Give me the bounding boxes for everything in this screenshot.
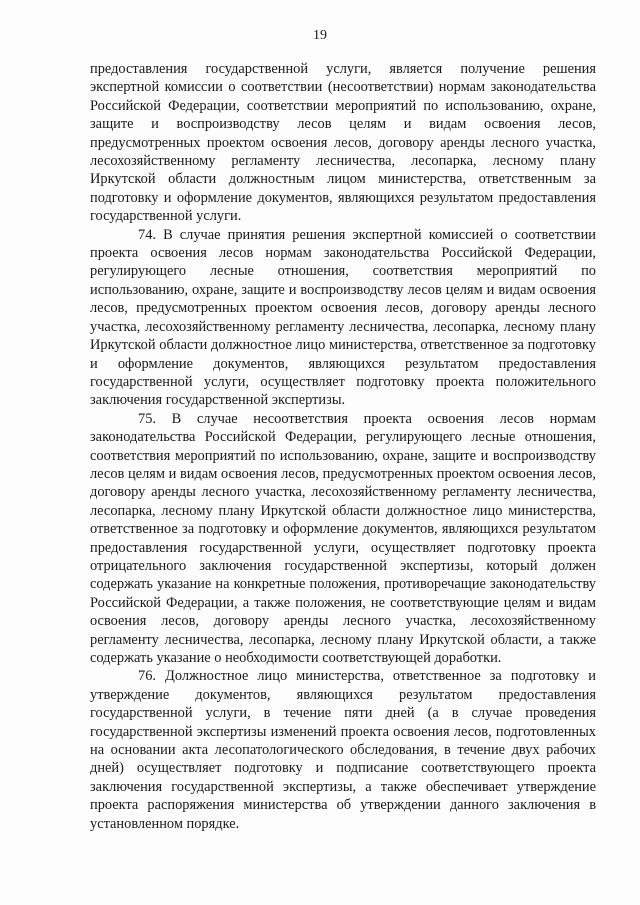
document-body <box>90 60 596 833</box>
paragraph-75: 75. В случае несоответствия проекта освоения лесов нормам законодательства Российской Федерации, регулирующего лесные отношения, соответствия мероприятий по использованию, охране, защите и воспроизводству лесов целям и видам освоения лесов, предусмотренных проектом освоения лесов, договору аренды лесного участка, лесохозяйственному регламенту лесничества, лесопарка, лесному плану Иркутской области должностное лицо министерства, ответственное за подготовку и оформление документов, являющихся результатом предоставления государственной услуги, осуществляет подготовку проекта отрицательного заключения государственной экспертизы, который должен содержать указание на конкретные положения, противоречащие законодательству Российской Федерации, а также положения, не соответствующие целям и видам освоения лесов, договору аренды лесного участка, лесохозяйственному регламенту лесничества, лесопарка, лесному плану Иркутской области, а также содержать указание о необходимости соответствующей доработки. <box>90 410 596 666</box>
page-number: 19 <box>313 28 327 43</box>
paragraph-76: 76. Должностное лицо министерства, ответственное за подготовку и утверждение документов, являющихся результатом предоставления государственной услуги, в течение пяти дней (а в случае проведения государственной экспертизы изменений проекта освоения лесов, подготовленных на основании акта лесопатологического обследования, в течение двух рабочих дней) осуществляет подготовку и подписание соответствующего проекта заключения государственной экспертизы, а также обеспечивает утверждение проекта распоряжения министерства об утверждении данного заключения в установленном порядке. <box>90 668 596 832</box>
paragraph-74: 74. В случае принятия решения экспертной комиссией о соответствии проекта освоения лесов нормам законодательства Российской Федерации, регулирующего лесные отношения, соответствия мероприятий по использованию, охране, защите и воспроизводству лесов целям и видам освоения лесов, предусмотренных проектом освоения лесов, договору аренды лесного участка, лесохозяйственному регламенту лесничества, лесопарка, лесному плану Иркутской области должностное лицо министерства, ответственное за подготовку и оформление документов, являющихся результатом предоставления государственной услуги, осуществляет подготовку проекта положительного заключения государственной экспертизы. <box>90 226 596 409</box>
paragraph-continuation: предоставления государственной услуги, является получение решения экспертной комиссии о соответствии (несоответствии) нормам законодательства Российской Федерации, соответствии мероприятий по использованию, охране, защите и воспроизводству лесов целям и видам освоения лесов, предусмотренных проектом освоения лесов, договору аренды лесного участка, лесохозяйственному регламенту лесничества, лесопарка, лесному плану Иркутской области должностным лицом министерства, ответственным за подготовку и оформление документов, являющихся результатом предоставления государственной услуги. <box>90 61 596 225</box>
